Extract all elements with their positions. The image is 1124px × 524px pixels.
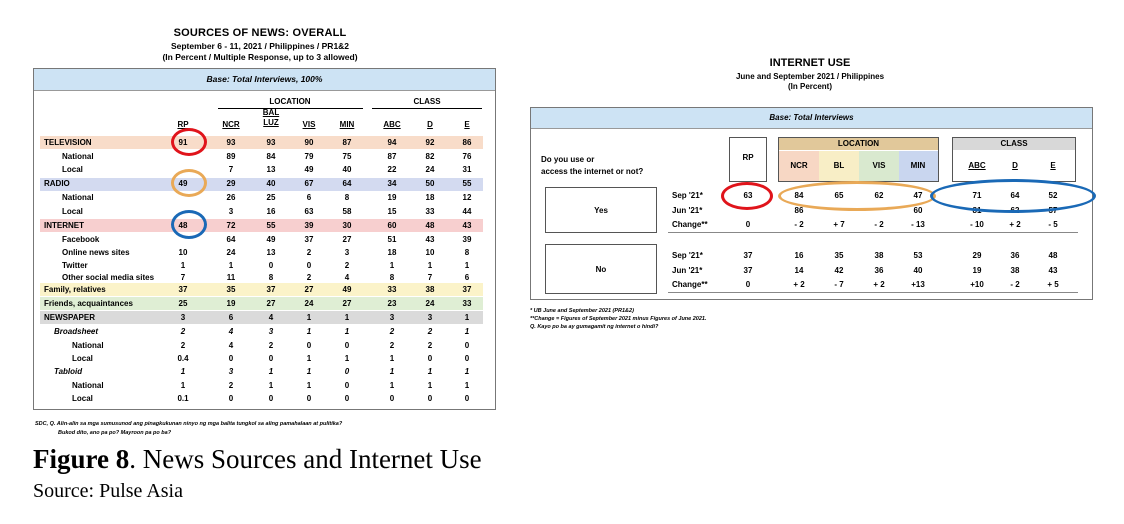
left-row-label: Family, relatives	[44, 285, 106, 294]
left-cell: 13	[266, 165, 276, 174]
right-table-title: INTERNET USE	[769, 57, 851, 69]
left-cell: 0.1	[177, 394, 189, 403]
left-row-label: Local	[72, 354, 93, 363]
left-cell: 49	[178, 179, 188, 188]
left-cell: 0	[228, 394, 234, 403]
left-cell: 76	[462, 152, 472, 161]
left-cell: 87	[342, 138, 352, 147]
left-footnote-2: Bukod dito, ano pa po? Mayroon pa po ba?	[58, 430, 172, 436]
right-question-line2: access the internet or not?	[541, 167, 644, 176]
left-cell: 1	[389, 381, 395, 390]
highlight-ring-location	[778, 181, 936, 211]
left-row-label: Broadsheet	[54, 327, 99, 336]
right-table-base: Base: Total Interviews	[531, 108, 1092, 129]
left-cell: 26	[226, 193, 236, 202]
left-cell: 18	[425, 193, 435, 202]
right-period-label: Change**	[672, 220, 708, 229]
left-cell: 27	[342, 299, 352, 308]
left-group-location: LOCATION	[269, 97, 311, 106]
left-cell: 8	[464, 248, 470, 257]
left-col-header-3: VIS	[302, 120, 316, 129]
right-cell: 64	[1010, 191, 1020, 200]
left-cell: 38	[425, 285, 435, 294]
left-cell: 6	[306, 193, 312, 202]
right-cell: + 2	[793, 280, 805, 289]
left-cell: 1	[427, 381, 433, 390]
left-cell: 39	[462, 235, 472, 244]
left-cell: 48	[178, 221, 188, 230]
left-cell: 37	[266, 285, 276, 294]
right-period-label: Change**	[672, 280, 708, 289]
right-cell: + 2	[1009, 220, 1021, 229]
right-cell: 38	[874, 251, 884, 260]
right-cell: - 5	[1048, 220, 1058, 229]
left-cell: 1	[268, 381, 274, 390]
left-cell: 40	[342, 165, 352, 174]
left-cell: 24	[304, 299, 314, 308]
right-col-bl: BL	[833, 161, 845, 170]
right-cell: 62	[1010, 206, 1020, 215]
right-cell: - 2	[874, 220, 884, 229]
left-cell: 1	[464, 313, 470, 322]
left-row-label: National	[72, 381, 104, 390]
highlight-ring-class	[930, 179, 1096, 213]
left-cell: 0	[268, 354, 274, 363]
left-cell: 2	[268, 341, 274, 350]
right-cell: 48	[1048, 251, 1058, 260]
left-cell: 40	[266, 179, 276, 188]
left-cell: 1	[306, 354, 312, 363]
left-cell: 1	[306, 313, 312, 322]
left-cell: 84	[266, 152, 276, 161]
left-cell: 27	[342, 235, 352, 244]
left-cell: 1	[306, 327, 312, 336]
left-cell: 8	[268, 273, 274, 282]
right-cell: 52	[1048, 191, 1058, 200]
left-col-header-1: NCR	[222, 120, 240, 129]
left-cell: 25	[178, 299, 188, 308]
left-cell: 89	[226, 152, 236, 161]
right-period-label: Jun '21*	[672, 206, 703, 215]
left-row-label: Friends, acquaintances	[44, 299, 133, 308]
right-cell: - 7	[834, 280, 844, 289]
left-row-label: NEWSPAPER	[44, 313, 95, 322]
right-cell: 38	[1010, 266, 1020, 275]
left-cell: 0	[344, 381, 350, 390]
right-cell: 57	[1048, 206, 1058, 215]
left-cell: 1	[464, 381, 470, 390]
left-col-header-7: E	[464, 120, 470, 129]
left-cell: 4	[228, 341, 234, 350]
left-cell: 6	[464, 273, 470, 282]
left-cell: 15	[387, 207, 397, 216]
left-cell: 4	[228, 327, 234, 336]
figure-caption	[33, 444, 482, 475]
left-cell: 79	[304, 152, 314, 161]
right-cell: +10	[970, 280, 984, 289]
left-cell: 2	[427, 341, 433, 350]
figure-source: Source: Pulse Asia	[33, 480, 183, 502]
left-cell: 24	[425, 165, 435, 174]
right-table-subtitle: June and September 2021 / Philippines	[735, 72, 885, 81]
left-cell: 25	[266, 193, 276, 202]
yes-change-rule	[668, 232, 1078, 233]
right-cell: 14	[794, 266, 804, 275]
left-cell: 39	[304, 221, 314, 230]
left-cell: 0	[389, 394, 395, 403]
right-cell: 36	[1010, 251, 1020, 260]
left-cell: 37	[304, 235, 314, 244]
left-cell: 13	[266, 248, 276, 257]
left-cell: 44	[462, 207, 472, 216]
left-cell: 37	[178, 285, 188, 294]
left-row-label: TELEVISION	[44, 138, 92, 147]
answer-no-label: No	[595, 265, 607, 274]
right-table-note: (In Percent)	[787, 82, 832, 91]
figure-text: . News Sources and Internet Use	[129, 444, 482, 474]
left-cell: 7	[228, 165, 234, 174]
left-cell: 3	[389, 313, 395, 322]
left-cell: 4	[344, 273, 350, 282]
left-cell: 55	[266, 221, 276, 230]
right-cell: 60	[913, 206, 923, 215]
left-cell: 27	[304, 285, 314, 294]
left-cell: 43	[462, 221, 472, 230]
left-cell: 1	[389, 367, 395, 376]
left-cell: 23	[387, 299, 397, 308]
left-cell: 93	[226, 138, 236, 147]
left-cell: 1	[306, 381, 312, 390]
right-cell: - 2	[794, 220, 804, 229]
left-table-base: Base: Total Interviews, 100%	[34, 69, 495, 91]
no-change-rule	[668, 292, 1078, 293]
right-cell: 81	[972, 206, 982, 215]
left-cell: 1	[268, 367, 274, 376]
right-col-rp: RP	[742, 153, 754, 162]
left-cell: 1	[228, 261, 234, 270]
left-footnote-1: SDC, Q. Alin-alin sa mga sumusunod ang pinagkukunan ninyo ng mga balita tungkol sa aling pamahalaan at pulitika?	[35, 421, 343, 427]
left-cell: 18	[387, 248, 397, 257]
right-cell: 84	[794, 191, 804, 200]
left-cell: 12	[462, 193, 472, 202]
left-cell: 1	[389, 261, 395, 270]
left-cell: 10	[425, 248, 435, 257]
left-cell: 63	[304, 207, 314, 216]
right-col-abc: ABC	[968, 161, 986, 170]
left-cell: 10	[178, 248, 188, 257]
left-cell: 0	[464, 394, 470, 403]
left-cell: 0	[344, 367, 350, 376]
right-col-min: MIN	[910, 161, 926, 170]
right-cell: - 13	[911, 220, 925, 229]
left-cell: 35	[226, 285, 236, 294]
left-cell: 87	[387, 152, 397, 161]
right-cell: 86	[794, 206, 804, 215]
right-group-location: LOCATION	[779, 138, 938, 150]
left-cell: 93	[266, 138, 276, 147]
left-cell: 64	[226, 235, 236, 244]
left-cell: 51	[387, 235, 397, 244]
left-cell: 1	[344, 354, 350, 363]
left-location-rule	[218, 108, 363, 109]
right-period-label: Sep '21*	[672, 251, 703, 260]
left-cell: 92	[425, 138, 435, 147]
left-cell: 0	[306, 394, 312, 403]
right-cell: 42	[834, 266, 844, 275]
figure-label: Figure 8	[33, 444, 130, 474]
left-cell: 1	[180, 261, 186, 270]
left-cell: 2	[389, 327, 395, 336]
left-cell: 0	[344, 394, 350, 403]
left-table-subtitle: September 6 - 11, 2021 / Philippines / PR1&2	[170, 41, 350, 51]
left-cell: 34	[387, 179, 397, 188]
left-row-label: Tabloid	[54, 367, 83, 376]
left-cell: 43	[425, 235, 435, 244]
left-cell: 16	[266, 207, 276, 216]
right-cell: 53	[913, 251, 923, 260]
right-cell: 37	[743, 266, 753, 275]
left-cell: 0	[464, 354, 470, 363]
left-row-label: Facebook	[62, 235, 100, 244]
right-cell: + 5	[1047, 280, 1059, 289]
right-cell: 36	[874, 266, 884, 275]
left-row-label: Twitter	[62, 261, 88, 270]
right-cell: 29	[972, 251, 982, 260]
left-table-note: (In Percent / Multiple Response, up to 3 allowed)	[162, 52, 358, 62]
left-cell: 75	[342, 152, 352, 161]
left-cell: 27	[266, 299, 276, 308]
left-cell: 2	[344, 261, 350, 270]
left-cell: 48	[425, 221, 435, 230]
highlight-ring-television	[171, 128, 207, 156]
left-cell: 2	[306, 273, 312, 282]
left-cell: 11	[226, 273, 236, 282]
right-cell: 37	[743, 251, 753, 260]
left-cell: 67	[304, 179, 314, 188]
left-col-header-6: D	[427, 120, 433, 129]
left-cell: 7	[427, 273, 433, 282]
right-cell: - 10	[970, 220, 984, 229]
right-cell: +13	[911, 280, 925, 289]
left-row-label: National	[72, 341, 104, 350]
left-cell: 1	[344, 327, 350, 336]
right-question-line1: Do you use or	[541, 155, 595, 164]
left-cell: 2	[180, 341, 186, 350]
left-cell: 0	[228, 354, 234, 363]
left-cell: 1	[180, 381, 186, 390]
left-cell: 3	[228, 367, 234, 376]
left-cell: 3	[180, 313, 186, 322]
left-col-header-4: MIN	[339, 120, 355, 129]
left-cell: 24	[226, 248, 236, 257]
left-cell: 2	[306, 248, 312, 257]
right-cell: 62	[874, 191, 884, 200]
left-group-class: CLASS	[413, 97, 441, 106]
left-cell: 0	[306, 261, 312, 270]
left-cell: 33	[462, 299, 472, 308]
left-cell: 6	[228, 313, 234, 322]
answer-yes-label: Yes	[594, 206, 608, 215]
left-col-header-2: BAL LUZ	[262, 108, 280, 127]
right-cell: 71	[972, 191, 982, 200]
right-col-vis: VIS	[872, 161, 886, 170]
right-col-ncr: NCR	[790, 161, 808, 170]
right-cell: 43	[1048, 266, 1058, 275]
left-cell: 1	[464, 367, 470, 376]
right-cell: 40	[913, 266, 923, 275]
left-col-header-0: RP	[177, 120, 189, 129]
left-cell: 30	[342, 221, 352, 230]
left-cell: 82	[425, 152, 435, 161]
left-cell: 2	[180, 327, 186, 336]
left-cell: 1	[306, 367, 312, 376]
left-cell: 90	[304, 138, 314, 147]
left-cell: 0	[268, 394, 274, 403]
left-cell: 2	[427, 327, 433, 336]
left-cell: 0	[344, 341, 350, 350]
left-cell: 1	[464, 261, 470, 270]
left-cell: 33	[387, 285, 397, 294]
right-cell: 0	[745, 220, 751, 229]
left-cell: 72	[226, 221, 236, 230]
left-cell: 19	[387, 193, 397, 202]
left-cell: 86	[462, 138, 472, 147]
highlight-ring-rp	[721, 182, 773, 210]
right-cell: 65	[834, 191, 844, 200]
right-footnote-2: **Change = Figures of September 2021 minus Figures of June 2021.	[530, 316, 707, 322]
left-cell: 64	[342, 179, 352, 188]
left-cell: 31	[462, 165, 472, 174]
left-row-label: Local	[62, 165, 83, 174]
right-cell: 47	[913, 191, 923, 200]
left-row-label: INTERNET	[44, 221, 84, 230]
left-cell: 58	[342, 207, 352, 216]
left-cell: 1	[344, 313, 350, 322]
left-row-label: Online news sites	[62, 248, 130, 257]
left-cell: 94	[387, 138, 397, 147]
left-cell: 49	[342, 285, 352, 294]
left-cell: 1	[180, 367, 186, 376]
left-cell: 1	[427, 367, 433, 376]
left-row-label: Local	[72, 394, 93, 403]
left-row-label: RADIO	[44, 179, 70, 188]
highlight-ring-radio	[171, 169, 207, 197]
left-cell: 1	[464, 327, 470, 336]
right-cell: - 2	[1010, 280, 1020, 289]
right-cell: 16	[794, 251, 804, 260]
left-cell: 0.4	[177, 354, 189, 363]
left-cell: 2	[228, 381, 234, 390]
left-table-title: SOURCES OF NEWS: OVERALL	[173, 27, 347, 39]
left-row-label: Local	[62, 207, 83, 216]
left-cell: 55	[462, 179, 472, 188]
right-period-label: Sep '21*	[672, 191, 703, 200]
right-col-e: E	[1050, 161, 1056, 170]
left-cell: 49	[304, 165, 314, 174]
right-footnote-1: * UB June and September 2021 (PR1&2)	[530, 308, 634, 314]
left-row-label: National	[62, 193, 94, 202]
left-cell: 29	[226, 179, 236, 188]
left-cell: 0	[306, 341, 312, 350]
right-group-class: CLASS	[953, 138, 1075, 150]
highlight-ring-internet	[171, 210, 207, 239]
right-cell: 63	[743, 191, 753, 200]
left-cell: 7	[180, 273, 186, 282]
left-cell: 3	[268, 327, 274, 336]
left-cell: 37	[462, 285, 472, 294]
left-cell: 3	[344, 248, 350, 257]
left-cell: 24	[425, 299, 435, 308]
right-cell: 19	[972, 266, 982, 275]
left-cell: 8	[389, 273, 395, 282]
right-col-d: D	[1012, 161, 1018, 170]
left-class-rule	[372, 108, 482, 109]
right-cell: 0	[745, 280, 751, 289]
left-cell: 0	[268, 261, 274, 270]
left-cell: 33	[425, 207, 435, 216]
left-cell: 8	[344, 193, 350, 202]
left-cell: 3	[228, 207, 234, 216]
left-cell: 50	[425, 179, 435, 188]
left-row-label: National	[62, 152, 94, 161]
left-row-label: Other social media sites	[62, 273, 155, 282]
left-cell: 1	[427, 261, 433, 270]
right-cell: 35	[834, 251, 844, 260]
right-cell: + 7	[833, 220, 845, 229]
left-cell: 0	[464, 341, 470, 350]
left-cell: 22	[387, 165, 397, 174]
left-cell: 2	[389, 341, 395, 350]
left-cell: 0	[427, 394, 433, 403]
right-footnote-3: Q. Kayo po ba ay gumagamit ng internet o hindi?	[530, 324, 659, 330]
left-cell: 1	[389, 354, 395, 363]
right-period-label: Jun '21*	[672, 266, 703, 275]
left-col-header-5: ABC	[383, 120, 401, 129]
left-cell: 4	[268, 313, 274, 322]
left-cell: 49	[266, 235, 276, 244]
left-cell: 60	[387, 221, 397, 230]
right-cell: + 2	[873, 280, 885, 289]
left-cell: 91	[178, 138, 188, 147]
left-cell: 19	[226, 299, 236, 308]
left-cell: 3	[427, 313, 433, 322]
left-cell: 0	[427, 354, 433, 363]
